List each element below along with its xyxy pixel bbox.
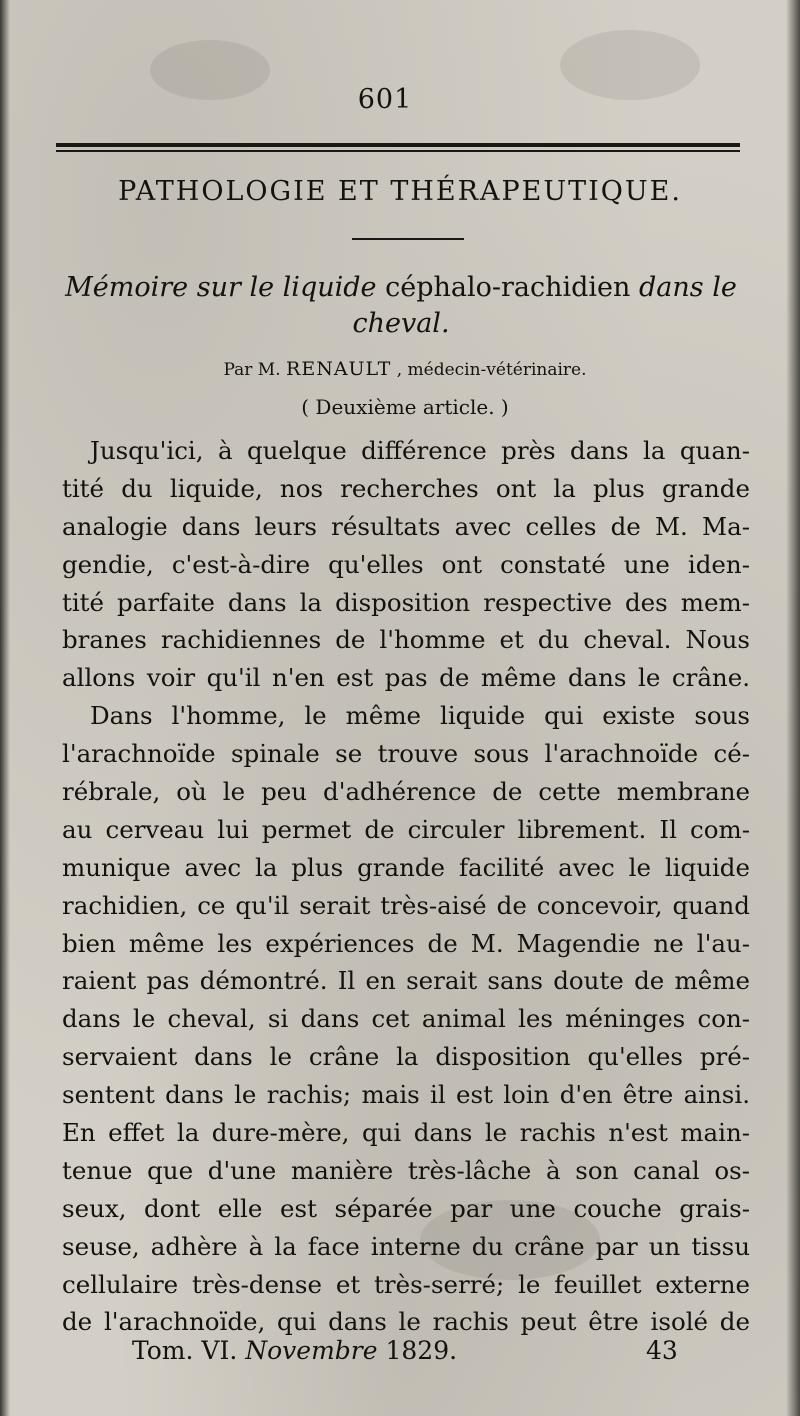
volume-year: 1829.	[385, 1336, 458, 1365]
body-line: de l'arachnoïde, qui dans le rachis peut être isolé de	[62, 1307, 750, 1337]
body-text	[62, 432, 750, 1341]
body-line: sentent dans le rachis; mais il est loin d'en être ainsi.	[62, 1080, 750, 1110]
body-line: servaient dans le crâne la disposition qu'elles pré-	[62, 1042, 750, 1072]
body-line: tité parfaite dans la disposition respective des mem-	[62, 587, 750, 617]
body-line: Jusqu'ici, à quelque différence près dans la quan-	[90, 436, 750, 465]
article-title	[56, 270, 746, 342]
header-double-rule	[56, 143, 740, 154]
article-number: ( Deuxième article. )	[301, 395, 509, 419]
body-line: analogie dans leurs résultats avec celles de M. Ma-	[62, 511, 750, 541]
body-line: au cerveau lui permet de circuler librement. Il com-	[62, 814, 750, 844]
author-suffix: , médecin-vétérinaire.	[396, 360, 587, 380]
author-prefix: Par M.	[223, 360, 281, 380]
title-divider	[352, 238, 464, 240]
article-title-roman: céphalo-rachidien	[376, 272, 640, 303]
author-name: RENAULT	[286, 358, 392, 380]
body-line: raient pas démontré. Il en serait sans doute de même	[62, 966, 750, 996]
body-line: dans le cheval, si dans cet animal les méninges con-	[62, 1004, 750, 1034]
signature-mark: 43	[646, 1336, 678, 1365]
body-line: gendie, c'est-à-dire qu'elles ont constaté une iden-	[62, 549, 750, 579]
page-edge-shadow-left	[0, 0, 10, 1416]
body-line: allons voir qu'il n'en est pas de même dans le crâne.	[62, 663, 750, 693]
footer-volume	[132, 1336, 457, 1365]
body-line: cellulaire très-dense et très-serré; le feuillet externe	[62, 1269, 750, 1299]
body-line: bien même les expériences de M. Magendie ne l'au-	[62, 928, 750, 958]
section-title: PATHOLOGIE ET THÉRAPEUTIQUE.	[118, 176, 682, 207]
body-line: munique avec la plus grande facilité avec le liquide	[62, 852, 750, 882]
body-line: tité du liquide, nos recherches ont la plus grande	[62, 473, 750, 503]
volume-label: Tom. VI.	[132, 1336, 238, 1365]
body-line: seuse, adhère à la face interne du crâne par un tissu	[62, 1231, 750, 1261]
body-line: En effet la dure-mère, qui dans le rachis n'est main-	[62, 1118, 750, 1148]
body-line: Dans l'homme, le même liquide qui existe sous	[90, 701, 750, 731]
article-title-line2: cheval.	[352, 308, 450, 339]
body-line: rébrale, où le peu d'adhérence de cette membrane	[62, 777, 750, 807]
body-line: seux, dont elle est séparée par une couche grais-	[62, 1193, 750, 1223]
page-number: 601	[357, 84, 413, 115]
body-line: l'arachnoïde spinale se trouve sous l'arachnoïde cé-	[62, 739, 750, 769]
author-line	[60, 358, 750, 380]
page-footer	[0, 1336, 800, 1376]
article-title-italic-2: dans le	[639, 272, 737, 303]
article-title-italic-1: Mémoire sur le liquide	[65, 272, 377, 303]
body-line: rachidien, ce qu'il serait très-aisé de concevoir, quand	[62, 890, 750, 920]
volume-month: Novembre	[245, 1336, 378, 1365]
body-line: tenue que d'une manière très-lâche à son canal os-	[62, 1155, 750, 1185]
body-line: branes rachidiennes de l'homme et du cheval. Nous	[62, 625, 750, 655]
page-edge-shadow-right	[786, 0, 800, 1416]
